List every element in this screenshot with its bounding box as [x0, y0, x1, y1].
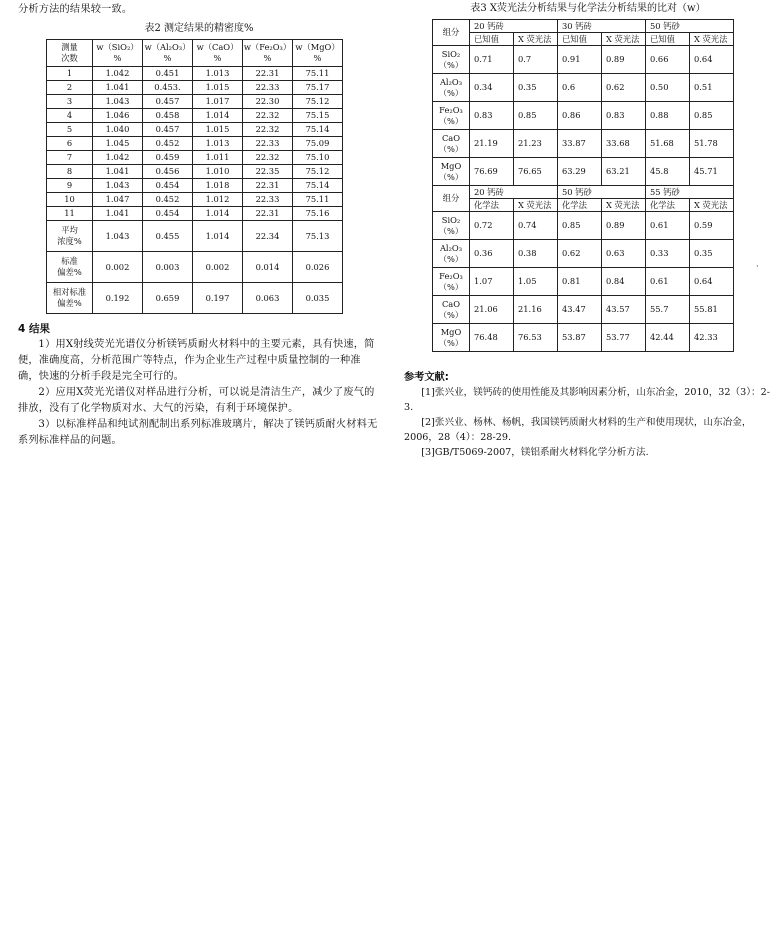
table3-cell: 51.78 [690, 130, 734, 158]
stray-dot-mark: · [756, 262, 759, 271]
result-paragraph-1: 1）用X射线荧光光谱仪分析镁钙质耐火材料中的主要元素，具有快速，简便，准确度高，分析范围广等特点，作为企业生产过程中质量控制的一种准确，快速的分析手段是完全可行的。 [18, 339, 375, 382]
table3-cell: 63.29 [558, 158, 602, 186]
table2-cell: 0.451 [143, 67, 193, 81]
intro-line: 分析方法的结果较一致。 [18, 4, 133, 15]
table3-group-row [433, 20, 734, 33]
table3-subheader: 化学法 [470, 199, 514, 212]
table2-summary-label-line1: 标准 [61, 256, 78, 266]
table2-cell: 1.041 [93, 165, 143, 179]
table3-cell: 0.33 [646, 240, 690, 268]
table3-cell: 0.84 [602, 268, 646, 296]
table2-header-cell [193, 40, 243, 67]
table3-cell: 0.35 [514, 74, 558, 102]
table2-summary-cell: 0.455 [143, 221, 193, 252]
table3-cell: 43.57 [602, 296, 646, 324]
table3-component-line2: （%） [438, 309, 464, 320]
table3-component-line2: （%） [438, 59, 464, 70]
table3-component-line2: （%） [438, 87, 464, 98]
table3-subheader: 已知值 [558, 33, 602, 46]
table3-cell: 0.81 [558, 268, 602, 296]
table3-subheader: X 荧光法 [690, 199, 734, 212]
table3-subheader: X 荧光法 [690, 33, 734, 46]
table3-component-line1: CaO [441, 298, 461, 309]
table3-cell: 21.16 [514, 296, 558, 324]
table2-cell: 1.046 [93, 109, 143, 123]
table2-header-cell [293, 40, 343, 67]
table3-subheader: 化学法 [558, 199, 602, 212]
table3-component-line1: CaO [441, 132, 461, 143]
table3-cell: 0.85 [514, 102, 558, 130]
left-column [18, 0, 380, 449]
table2-summary-cell: 0.197 [193, 283, 243, 314]
table2-cell: 6 [47, 137, 93, 151]
table2-cell: 75.14 [293, 123, 343, 137]
table2-header-line2: % [263, 53, 272, 63]
table3-row [433, 74, 734, 102]
table3-cell: 45.8 [646, 158, 690, 186]
table2-cell: 22.31 [243, 207, 293, 221]
table2-summary-label [47, 221, 93, 252]
table3-group-header: 30 钙砖 [558, 20, 646, 33]
table2-cell: 22.31 [243, 179, 293, 193]
table2-cell: 75.16 [293, 207, 343, 221]
table3-cell: 21.19 [470, 130, 514, 158]
table2-cell: 1.015 [193, 123, 243, 137]
table2-cell: 1.014 [193, 207, 243, 221]
table3-row [433, 130, 734, 158]
table3-cell: 33.87 [558, 130, 602, 158]
table3-component-line2: （%） [438, 281, 464, 292]
table3-cell: 0.6 [558, 74, 602, 102]
table3-cell: 0.64 [690, 46, 734, 74]
table2-header-cell [47, 40, 93, 67]
table3-cell: 76.65 [514, 158, 558, 186]
table2-row [47, 109, 343, 123]
table3-component-header: 组分 [433, 20, 470, 46]
table2-summary-label-line1: 平均 [61, 225, 78, 235]
table3-cell: 0.36 [470, 240, 514, 268]
table2-cell: 75.09 [293, 137, 343, 151]
table2-row [47, 151, 343, 165]
table3-row [433, 240, 734, 268]
table3-component-cell [433, 240, 470, 268]
table3-cell: 0.59 [690, 212, 734, 240]
table2-cell: 75.11 [293, 193, 343, 207]
table2-cell: 75.14 [293, 179, 343, 193]
table3-component-cell [433, 46, 470, 74]
reference-item: [2]张兴业、杨林、杨帆，我国镁钙质耐火材料的生产和使用现状，山东冶金，2006，28（4）：28-29. [404, 417, 752, 443]
table2-summary-label [47, 283, 93, 314]
table3-cell: 53.87 [558, 324, 602, 352]
table2-header-cell [143, 40, 193, 67]
table3-cell: 0.85 [558, 212, 602, 240]
table3-row [433, 268, 734, 296]
table3-cell: 0.51 [690, 74, 734, 102]
table2-summary-cell: 0.014 [243, 252, 293, 283]
table2-cell: 9 [47, 179, 93, 193]
table2-summary-label-line2: 浓度% [57, 236, 82, 246]
table3-cell: 53.77 [602, 324, 646, 352]
table2-header-line2: % [213, 53, 222, 63]
table2-cell: 75.15 [293, 109, 343, 123]
table2-summary-cell: 0.026 [293, 252, 343, 283]
table3-cell: 55.81 [690, 296, 734, 324]
table3-group-row [433, 186, 734, 199]
table3-cell: 76.48 [470, 324, 514, 352]
table2-row [47, 207, 343, 221]
table3-cell: 21.23 [514, 130, 558, 158]
table2-summary-cell: 1.014 [193, 221, 243, 252]
table2-summary-cell: 0.035 [293, 283, 343, 314]
table2-header-line2: % [163, 53, 172, 63]
table2-cell: 1.041 [93, 207, 143, 221]
table2-header-line1: 测量 [61, 42, 78, 52]
table3-component-line1: MgO [440, 326, 462, 337]
table2-summary-cell: 22.34 [243, 221, 293, 252]
table3-cell: 43.47 [558, 296, 602, 324]
table2-cell: 75.17 [293, 81, 343, 95]
reference-item: [3]GB/T5069-2007，镁铝系耐火材料化学分析方法. [421, 447, 649, 458]
section-heading-results: 4 结果 [18, 323, 50, 335]
table2-row [47, 165, 343, 179]
table3-cell: 45.71 [690, 158, 734, 186]
table3-component-line2: （%） [438, 337, 464, 348]
table2-header-line1: w（CaO） [196, 42, 239, 52]
table2-cell: 22.32 [243, 123, 293, 137]
table2-cell: 1.040 [93, 123, 143, 137]
table3-row [433, 102, 734, 130]
table3-cell: 0.89 [602, 212, 646, 240]
references-heading: 参考文献: [404, 372, 449, 383]
result-paragraph-2: 2）应用X荧光光谱仪对样品进行分析，可以说是清洁生产，减少了废气的排放，没有了化学物质对水、大气的污染，有利于环境保护。 [18, 387, 375, 414]
table3-subheader: X 荧光法 [602, 199, 646, 212]
table2-summary-label [47, 252, 93, 283]
table3-cell: 0.63 [602, 240, 646, 268]
table2-cell: 0.457 [143, 95, 193, 109]
table3-cell: 33.68 [602, 130, 646, 158]
table2-cell: 75.11 [293, 67, 343, 81]
table2-cell: 1.015 [193, 81, 243, 95]
table3-component-line2: （%） [438, 253, 464, 264]
result-paragraph-3: 3）以标准样品和纯试剂配制出系列标准玻璃片，解决了镁钙质耐火材料无系列标准样品的问题。 [18, 419, 378, 446]
table3-component-cell [433, 74, 470, 102]
table3-subheader-row [433, 33, 734, 46]
table2-cell: 7 [47, 151, 93, 165]
table2-summary-cell: 75.13 [293, 221, 343, 252]
table3-cell: 0.62 [602, 74, 646, 102]
table2-cell: 1.013 [193, 137, 243, 151]
table2-cell: 75.10 [293, 151, 343, 165]
table3-cell: 0.89 [602, 46, 646, 74]
table2-row [47, 67, 343, 81]
table3-component-header: 组分 [433, 186, 470, 212]
table2-cell: 0.456 [143, 165, 193, 179]
table2-cell: 2 [47, 81, 93, 95]
table2-cell: 0.452 [143, 137, 193, 151]
table3-component-line1: Al₂O₃ [439, 76, 463, 87]
table3-component-line1: Fe₂O₃ [439, 270, 463, 281]
table3-cell: 42.44 [646, 324, 690, 352]
table3-component-line2: （%） [438, 225, 464, 236]
table3-cell: 0.74 [514, 212, 558, 240]
table3-cell: 63.21 [602, 158, 646, 186]
table2-header-line2: % [313, 53, 322, 63]
table2-cell: 8 [47, 165, 93, 179]
table3-cell: 0.66 [646, 46, 690, 74]
table3-cell: 55.7 [646, 296, 690, 324]
table2-header-cell [243, 40, 293, 67]
table2-summary-row [47, 283, 343, 314]
table3-cell: 0.83 [602, 102, 646, 130]
table2-cell: 1.010 [193, 165, 243, 179]
table2-row [47, 137, 343, 151]
table2-cell: 22.31 [243, 67, 293, 81]
table3-cell: 0.38 [514, 240, 558, 268]
table2-cell: 1.042 [93, 67, 143, 81]
table2-row [47, 81, 343, 95]
table3-subheader: 已知值 [646, 33, 690, 46]
table3-cell: 0.83 [470, 102, 514, 130]
table2-header-row [47, 40, 343, 67]
table2-row [47, 179, 343, 193]
table3-component-line2: （%） [438, 143, 464, 154]
table2-cell: 0.454 [143, 207, 193, 221]
table2-cell: 1.018 [193, 179, 243, 193]
table3-subheader: X 荧光法 [602, 33, 646, 46]
table2-cell: 10 [47, 193, 93, 207]
reference-item: [1]张兴业，镁钙砖的使用性能及其影响因素分析，山东冶金，2010，32（3）：2-3. [404, 387, 770, 413]
table2-summary-cell: 0.063 [243, 283, 293, 314]
table3-component-cell [433, 102, 470, 130]
table2-row [47, 193, 343, 207]
table3-cell: 0.61 [646, 212, 690, 240]
table3-component-cell [433, 130, 470, 158]
table2-row [47, 123, 343, 137]
table2-cell: 22.30 [243, 95, 293, 109]
table3-cell: 0.64 [690, 268, 734, 296]
table2-row [47, 95, 343, 109]
table2-cell: 4 [47, 109, 93, 123]
table2-cell: 1.013 [193, 67, 243, 81]
table2-cell: 1.041 [93, 81, 143, 95]
table3-component-cell [433, 324, 470, 352]
table3-component-line1: SiO₂ [441, 48, 461, 59]
table3-cell: 76.53 [514, 324, 558, 352]
table3-component-line1: MgO [440, 160, 462, 171]
table2-cell: 3 [47, 95, 93, 109]
table3-row [433, 212, 734, 240]
table3-subheader: X 荧光法 [514, 33, 558, 46]
table2-summary-label-line2: 偏差% [57, 298, 82, 308]
table2-summary-label-line2: 偏差% [57, 267, 82, 277]
table2-cell: 1.011 [193, 151, 243, 165]
table2-cell: 1.012 [193, 193, 243, 207]
table3-subheader: 已知值 [470, 33, 514, 46]
table3-cell: 0.85 [690, 102, 734, 130]
table2-cell: 0.459 [143, 151, 193, 165]
table2-summary-cell: 1.043 [93, 221, 143, 252]
table3-cell: 0.72 [470, 212, 514, 240]
table3-component-line2: （%） [438, 115, 464, 126]
table2-cell: 0.457 [143, 123, 193, 137]
table3-caption: 表3 X荧光法分析结果与化学法分析结果的比对（w） [470, 3, 706, 14]
table3-component-line1: Al₂O₃ [439, 242, 463, 253]
table2-caption: 表2 测定结果的精密度% [144, 23, 254, 34]
table2-cell: 22.32 [243, 151, 293, 165]
table2-cell: 75.12 [293, 95, 343, 109]
table3-component-line1: SiO₂ [441, 214, 461, 225]
table3-component-cell [433, 268, 470, 296]
table2-summary-cell: 0.192 [93, 283, 143, 314]
table3-subheader: X 荧光法 [514, 199, 558, 212]
table2-summary-cell: 0.659 [143, 283, 193, 314]
table2-header-line1: w（Al₂O₃） [144, 42, 191, 52]
table2-cell: 11 [47, 207, 93, 221]
table2-cell: 1.042 [93, 151, 143, 165]
table3-cell: 0.88 [646, 102, 690, 130]
table3-row [433, 158, 734, 186]
table2-cell: 5 [47, 123, 93, 137]
table3-cell: 51.68 [646, 130, 690, 158]
table2-cell: 1.047 [93, 193, 143, 207]
table3-subheader: 化学法 [646, 199, 690, 212]
table3-group-header: 55 钙砂 [646, 186, 734, 199]
table2-header-line2: 次数 [61, 53, 78, 63]
table3-group-header: 20 钙砖 [470, 20, 558, 33]
table3-cell: 0.7 [514, 46, 558, 74]
table2-cell: 1.045 [93, 137, 143, 151]
table2-summary-row [47, 252, 343, 283]
table3-component-cell [433, 158, 470, 186]
table2-cell: 1.043 [93, 95, 143, 109]
table3-cell: 21.06 [470, 296, 514, 324]
table2-cell: 22.35 [243, 165, 293, 179]
table3-group-header: 50 钙砂 [646, 20, 734, 33]
table2-cell: 1.017 [193, 95, 243, 109]
table3-cell: 0.35 [690, 240, 734, 268]
table3-row [433, 324, 734, 352]
table3-cell: 1.07 [470, 268, 514, 296]
table2-header-cell [93, 40, 143, 67]
table3-comparison [432, 19, 734, 352]
table2-cell: 75.12 [293, 165, 343, 179]
table3-cell: 0.50 [646, 74, 690, 102]
table3-cell: 0.61 [646, 268, 690, 296]
table2-header-line2: % [113, 53, 122, 63]
table2-cell: 0.453. [143, 81, 193, 95]
table2-summary-cell: 0.002 [193, 252, 243, 283]
table3-group-header: 20 钙砖 [470, 186, 558, 199]
table2-summary-label-line1: 相对标准 [52, 287, 87, 297]
table3-cell: 76.69 [470, 158, 514, 186]
table2-summary-row [47, 221, 343, 252]
table3-component-line1: Fe₂O₃ [439, 104, 463, 115]
table3-row [433, 46, 734, 74]
table2-header-line1: w（Fe₂O₃） [243, 42, 292, 52]
right-column [404, 0, 772, 460]
table2-header-line1: w（MgO） [295, 42, 340, 52]
table3-row [433, 296, 734, 324]
table2-summary-cell: 0.003 [143, 252, 193, 283]
table3-cell: 1.05 [514, 268, 558, 296]
table2-cell: 0.452 [143, 193, 193, 207]
table3-cell: 0.86 [558, 102, 602, 130]
table2-cell: 1.043 [93, 179, 143, 193]
table2-precision [46, 39, 343, 314]
table3-component-cell [433, 296, 470, 324]
table3-cell: 0.91 [558, 46, 602, 74]
table2-cell: 22.33 [243, 193, 293, 207]
table3-subheader-row [433, 199, 734, 212]
table3-cell: 0.71 [470, 46, 514, 74]
table2-header-line1: w（SiO₂） [96, 42, 139, 52]
table3-cell: 0.62 [558, 240, 602, 268]
table2-cell: 1.014 [193, 109, 243, 123]
table2-cell: 0.458 [143, 109, 193, 123]
table3-group-header: 50 钙砂 [558, 186, 646, 199]
table3-cell: 0.34 [470, 74, 514, 102]
table2-cell: 0.454 [143, 179, 193, 193]
table2-cell: 22.33 [243, 81, 293, 95]
table3-component-line2: （%） [438, 171, 464, 182]
table2-cell: 1 [47, 67, 93, 81]
table2-cell: 22.33 [243, 137, 293, 151]
table3-cell: 42.33 [690, 324, 734, 352]
table2-summary-cell: 0.002 [93, 252, 143, 283]
table2-cell: 22.32 [243, 109, 293, 123]
table3-component-cell [433, 212, 470, 240]
